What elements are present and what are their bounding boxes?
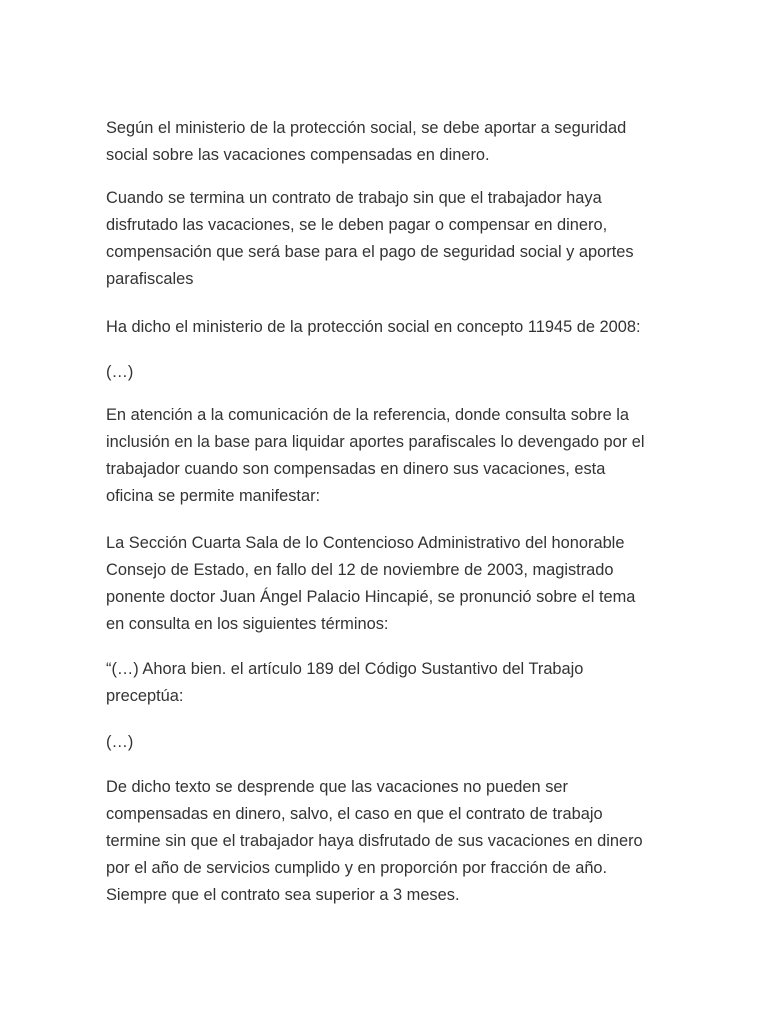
paragraph-intro: Según el ministerio de la protección social, se debe aportar a seguridad social sobre las vacaciones compensadas en dinero. [106, 119, 627, 164]
paragraph-article-189-quote: “(…) Ahora bien. el artículo 189 del Código Sustantivo del Trabajo preceptúa: [106, 660, 584, 705]
paragraph-ellipsis: (…) [106, 733, 134, 751]
paragraph-contract-termination: Cuando se termina un contrato de trabajo sin que el trabajador haya disfrutado las vacaciones, se le deben pagar o compensar en dinero, compensación que será base para el pago de seguridad social y aportes parafiscales [106, 189, 634, 288]
paragraph-ellipsis: (…) [106, 363, 134, 381]
paragraph-consultation: En atención a la comunicación de la referencia, donde consulta sobre la inclusión en la base para liquidar aportes parafiscales lo devengado por el trabajador cuando son compensadas en dinero sus vacaciones, esta oficina se permite manifestar: [106, 406, 645, 505]
paragraph-ministry-concept: Ha dicho el ministerio de la protección social en concepto 11945 de 2008: [106, 318, 641, 336]
paragraph-council-of-state: La Sección Cuarta Sala de lo Contencioso Administrativo del honorable Consejo de Estado, en fallo del 12 de noviembre de 2003, magistrado ponente doctor Juan Ángel Palacio Hincapié, se pronunció sobre el tema en consulta en los siguientes términos: [106, 534, 636, 633]
paragraph-conclusion: De dicho texto se desprende que las vacaciones no pueden ser compensadas en dinero, salvo, el caso en que el contrato de trabajo termine sin que el trabajador haya disfrutado de sus vacaciones en dinero por el año de servicios cumplido y en proporción por fracción de año. Siempre que el contrato sea superior a 3 meses. [106, 778, 643, 904]
